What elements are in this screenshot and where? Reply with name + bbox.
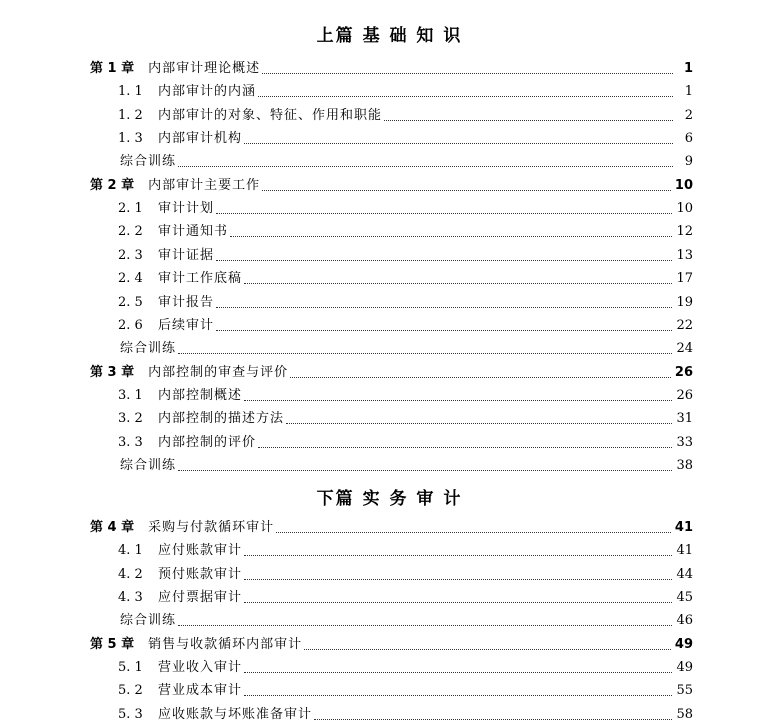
toc-entry-title: 审计通知书 xyxy=(158,224,229,239)
toc-dot-leader xyxy=(230,236,672,237)
toc-section-row[interactable] xyxy=(118,541,693,561)
toc-entry-number: 1. 2 xyxy=(118,108,143,123)
toc-exercise-row[interactable] xyxy=(120,339,693,359)
toc-page-number: 12 xyxy=(676,224,693,239)
toc-dot-leader xyxy=(216,307,672,308)
toc-entry-number: 2. 5 xyxy=(118,295,143,310)
toc-entry-title: 营业成本审计 xyxy=(158,683,243,698)
toc-section-row[interactable] xyxy=(118,433,693,453)
toc-entry-title: 内部控制的评价 xyxy=(158,435,257,450)
toc-entry-title: 内部审计机构 xyxy=(158,131,243,146)
toc-exercise-row[interactable] xyxy=(120,611,693,631)
toc-dot-leader xyxy=(178,166,673,167)
toc-dot-leader xyxy=(178,353,672,354)
toc-dot-leader xyxy=(178,470,672,471)
toc-entry-number: 4. 3 xyxy=(118,590,143,605)
toc-page-number: 49 xyxy=(674,637,693,652)
toc-dot-leader xyxy=(258,96,673,97)
toc-dot-leader xyxy=(244,283,672,284)
toc-chapter-row[interactable] xyxy=(90,176,693,196)
toc-section-row[interactable] xyxy=(118,293,693,313)
toc-entry-number: 2. 6 xyxy=(118,318,143,333)
toc-entry-number: 第 4 章 xyxy=(90,520,135,535)
toc-page-number: 26 xyxy=(676,388,693,403)
toc-dot-leader xyxy=(290,377,671,378)
toc-page-number: 33 xyxy=(676,435,693,450)
toc-section-row[interactable] xyxy=(118,82,693,102)
toc-entry-title: 综合训练 xyxy=(120,458,177,473)
toc-dot-leader xyxy=(286,423,672,424)
toc-section-row[interactable] xyxy=(118,681,693,701)
toc-page-number: 10 xyxy=(674,178,693,193)
toc-entry-title: 综合训练 xyxy=(120,613,177,628)
toc-dot-leader xyxy=(216,330,672,331)
toc-dot-leader xyxy=(178,625,672,626)
toc-section-row[interactable] xyxy=(118,106,693,126)
part-title-upper: 上篇 基 础 知 识 xyxy=(316,26,463,46)
toc-entry-title: 预付账款审计 xyxy=(158,567,243,582)
toc-entry-title: 营业收入审计 xyxy=(158,660,243,675)
toc-dot-leader xyxy=(244,555,672,556)
toc-section-row[interactable] xyxy=(118,246,693,266)
toc-entry-title: 后续审计 xyxy=(158,318,215,333)
toc-dot-leader xyxy=(216,260,672,261)
toc-page-number: 19 xyxy=(676,295,693,310)
toc-entry-title: 采购与付款循环审计 xyxy=(148,520,275,535)
toc-page-number: 38 xyxy=(676,458,693,473)
toc-entry-title: 应付票据审计 xyxy=(158,590,243,605)
toc-section-row[interactable] xyxy=(118,316,693,336)
toc-page-number: 46 xyxy=(676,613,693,628)
toc-dot-leader xyxy=(244,602,672,603)
toc-entry-title: 内部审计的内涵 xyxy=(158,84,257,99)
toc-entry-title: 审计计划 xyxy=(158,201,215,216)
toc-page-number: 44 xyxy=(676,567,693,582)
toc-entry-number: 2. 1 xyxy=(118,201,143,216)
toc-page-number: 13 xyxy=(676,248,693,263)
toc-entry-title: 销售与收款循环内部审计 xyxy=(148,637,303,652)
toc-dot-leader xyxy=(244,672,672,673)
toc-page-number: 45 xyxy=(676,590,693,605)
toc-page-number: 41 xyxy=(674,520,693,535)
toc-entry-title: 审计报告 xyxy=(158,295,215,310)
toc-entry-number: 3. 1 xyxy=(118,388,143,403)
toc-section-row[interactable] xyxy=(118,588,693,608)
toc-chapter-row[interactable] xyxy=(90,363,693,383)
toc-section-row[interactable] xyxy=(118,705,693,725)
toc-dot-leader xyxy=(304,649,671,650)
toc-page-number: 55 xyxy=(676,683,693,698)
toc-entry-number: 3. 3 xyxy=(118,435,143,450)
toc-exercise-row[interactable] xyxy=(120,456,693,476)
toc-section-row[interactable] xyxy=(118,269,693,289)
toc-entry-number: 第 1 章 xyxy=(90,61,135,76)
toc-entry-title: 内部审计主要工作 xyxy=(148,178,261,193)
toc-entry-number: 4. 2 xyxy=(118,567,143,582)
toc-entry-number: 5. 1 xyxy=(118,660,143,675)
toc-section-row[interactable] xyxy=(118,129,693,149)
toc-page-number: 2 xyxy=(684,108,693,123)
toc-entry-number: 5. 2 xyxy=(118,683,143,698)
toc-entry-number: 5. 3 xyxy=(118,707,143,722)
toc-page-number: 31 xyxy=(676,411,693,426)
toc-page-number: 17 xyxy=(676,271,693,286)
toc-exercise-row[interactable] xyxy=(120,152,693,172)
toc-page-number: 22 xyxy=(676,318,693,333)
toc-dot-leader xyxy=(314,719,672,720)
toc-dot-leader xyxy=(258,447,672,448)
toc-chapter-row[interactable] xyxy=(90,518,693,538)
toc-section-row[interactable] xyxy=(118,409,693,429)
toc-page-number: 41 xyxy=(676,543,693,558)
toc-section-row[interactable] xyxy=(118,199,693,219)
toc-entry-title: 综合训练 xyxy=(120,341,177,356)
toc-page-number: 24 xyxy=(676,341,693,356)
toc-dot-leader xyxy=(384,120,673,121)
toc-page-number: 9 xyxy=(684,154,693,169)
toc-page-number: 6 xyxy=(684,131,693,146)
part-title-lower: 下篇 实 务 审 计 xyxy=(316,489,463,509)
toc-entry-title: 综合训练 xyxy=(120,154,177,169)
toc-section-row[interactable] xyxy=(118,386,693,406)
toc-entry-number: 1. 1 xyxy=(118,84,143,99)
toc-entry-number: 4. 1 xyxy=(118,543,143,558)
toc-entry-title: 应付账款审计 xyxy=(158,543,243,558)
toc-entry-number: 2. 4 xyxy=(118,271,143,286)
toc-entry-number: 2. 2 xyxy=(118,224,143,239)
toc-entry-title: 内部审计的对象、特征、作用和职能 xyxy=(158,108,383,123)
toc-chapter-row[interactable] xyxy=(90,59,693,79)
toc-page-number: 1 xyxy=(684,84,693,99)
toc-dot-leader xyxy=(244,579,672,580)
toc-page-number: 1 xyxy=(683,61,693,76)
toc-entry-number: 3. 2 xyxy=(118,411,143,426)
toc-entry-title: 内部控制的描述方法 xyxy=(158,411,285,426)
toc-entry-number: 1. 3 xyxy=(118,131,143,146)
toc-entry-title: 应收账款与坏账准备审计 xyxy=(158,707,313,722)
toc-entry-title: 内部审计理论概述 xyxy=(148,61,261,76)
toc-entry-title: 内部控制概述 xyxy=(158,388,243,403)
toc-entry-number: 第 3 章 xyxy=(90,365,135,380)
toc-dot-leader xyxy=(244,400,672,401)
toc-chapter-row[interactable] xyxy=(90,635,693,655)
toc-entry-number: 第 5 章 xyxy=(90,637,135,652)
toc-dot-leader xyxy=(244,143,673,144)
toc-entry-title: 审计工作底稿 xyxy=(158,271,243,286)
toc-entry-number: 第 2 章 xyxy=(90,178,135,193)
toc-section-row[interactable] xyxy=(118,565,693,585)
toc-section-row[interactable] xyxy=(118,658,693,678)
toc-page-number: 49 xyxy=(676,660,693,675)
toc-page-number: 58 xyxy=(676,707,693,722)
toc-entry-title: 审计证据 xyxy=(158,248,215,263)
toc-dot-leader xyxy=(216,213,672,214)
toc-dot-leader xyxy=(276,532,671,533)
toc-section-row[interactable] xyxy=(118,222,693,242)
toc-dot-leader xyxy=(262,73,673,74)
toc-dot-leader xyxy=(244,695,672,696)
toc-entry-title: 内部控制的审查与评价 xyxy=(148,365,289,380)
toc-dot-leader xyxy=(262,190,671,191)
toc-page-number: 10 xyxy=(676,201,693,216)
toc-entry-number: 2. 3 xyxy=(118,248,143,263)
toc-page-number: 26 xyxy=(674,365,693,380)
